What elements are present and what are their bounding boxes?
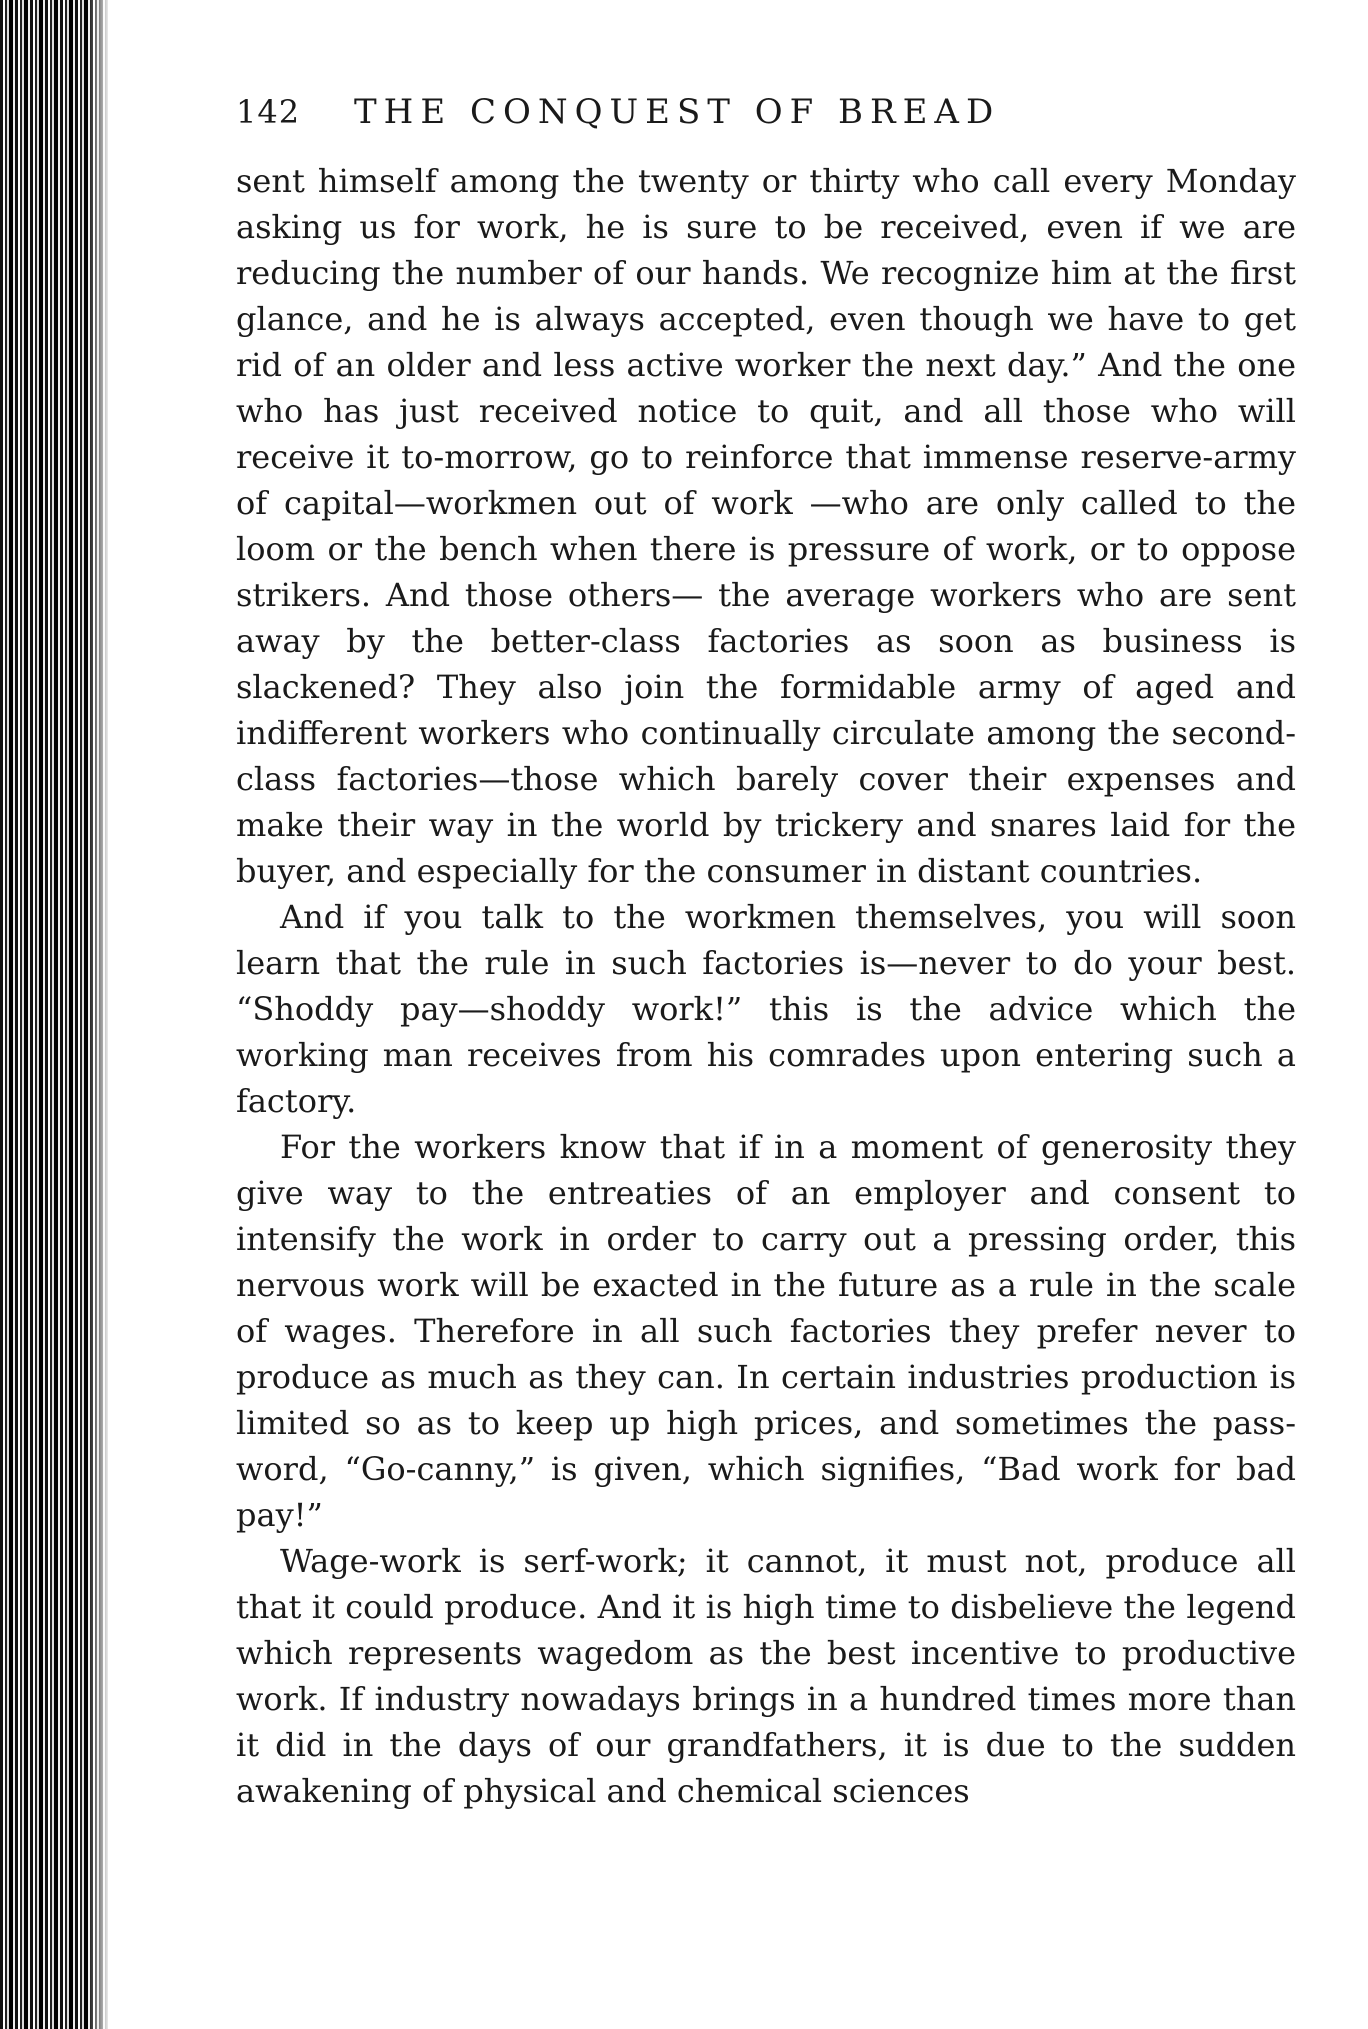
running-title: THE CONQUEST OF BREAD (354, 92, 1001, 132)
paragraph-3: For the workers know that if in a moment of generosity they give way to the entreaties of an employer and consent to intensify the work in order to carry out a pressing order, this nervous work will be exacted in the future as a rule in the scale of wages. Therefore in all such factories they prefer never to produce as much as they can. In certain industries production is limited so as to keep up high prices, and sometimes the pass-word, “Go-canny,” is given, which signifies, “Bad work for bad pay!” (236, 1128, 1296, 1534)
book-page (236, 92, 1296, 1814)
body-text (236, 158, 1296, 1814)
paragraph-2: And if you talk to the workmen themselves, you will soon learn that the rule in such factories is—never to do your best. “Shoddy pay—shoddy work!” this is the advice which the working man receives from his comrades upon entering such a factory. (236, 898, 1296, 1120)
running-header (236, 92, 1296, 158)
paragraph-4: Wage-work is serf-work; it cannot, it must not, produce all that it could produce. And it is high time to disbelieve the legend which represents wagedom as the best incentive to productive work. If industry nowadays brings in a hundred times more than it did in the days of our grandfathers, it is due to the sudden awakening of physical and chemical sciences (236, 1542, 1296, 1810)
paragraph-1: sent himself among the twenty or thirty who call every Monday asking us for work, he is sure to be received, even if we are reducing the number of our hands. We recognize him at the first glance, and he is always accepted, even though we have to get rid of an older and less active worker the next day.” And the one who has just received notice to quit, and all those who will receive it to-morrow, go to reinforce that immense reserve-army of capital—workmen out of work —who are only called to the loom or the bench when there is pressure of work, or to oppose strikers. And those others— the average workers who are sent away by the better-class factories as soon as business is slackened? They also join the formidable army of aged and indifferent workers who continually circulate among the second-class factories—those which barely cover their expenses and make their way in the world by trickery and snares laid for the buyer, and especially for the consumer in distant countries. (236, 162, 1296, 890)
page-number: 142 (236, 93, 301, 131)
binding-shadow (88, 0, 110, 2029)
